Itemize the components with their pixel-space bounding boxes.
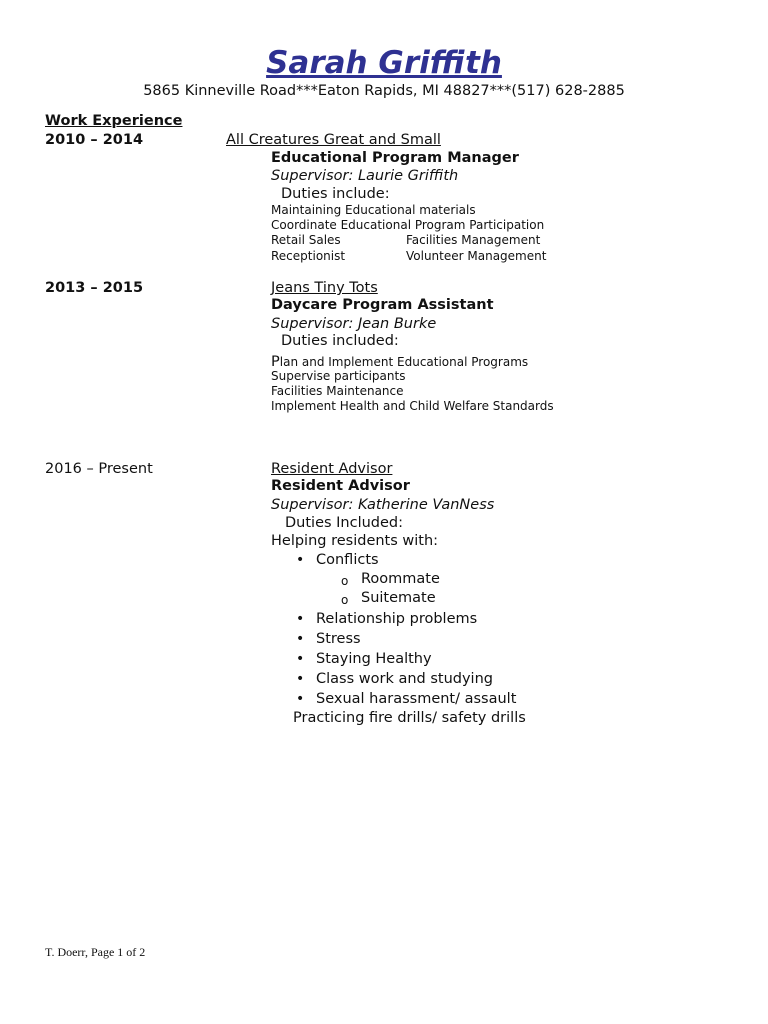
- duty-item: Supervise participants: [271, 369, 406, 383]
- duty-item: Receptionist: [271, 249, 346, 263]
- duties-label: Duties included:: [281, 333, 399, 349]
- bullet-icon: •: [296, 631, 305, 647]
- sub-bullet-item: Roommate: [361, 571, 440, 587]
- job-employer: Jeans Tiny Tots: [271, 280, 378, 296]
- bullet-item: Staying Healthy: [316, 651, 432, 667]
- duty-item: Facilities Management: [406, 233, 541, 247]
- job-supervisor: Supervisor: Katherine VanNess: [271, 497, 495, 513]
- sub-bullet-icon: o: [341, 593, 349, 607]
- bullet-icon: •: [296, 671, 305, 687]
- sub-bullet-icon: o: [341, 574, 349, 588]
- bullet-icon: •: [296, 691, 305, 707]
- page-footer: T. Doerr, Page 1 of 2: [45, 945, 146, 959]
- bullet-item: Conflicts: [316, 552, 379, 568]
- bullet-icon: •: [296, 552, 305, 568]
- resume-name: Sarah Griffith: [266, 45, 502, 81]
- sub-bullet-item: Suitemate: [361, 590, 436, 606]
- bullet-item: Relationship problems: [316, 611, 478, 627]
- duty-item: Implement Health and Child Welfare Standards: [271, 399, 554, 413]
- bullet-item: Stress: [316, 631, 361, 647]
- duty-item: Volunteer Management: [406, 249, 547, 263]
- job-supervisor: Supervisor: Jean Burke: [271, 316, 437, 332]
- job-supervisor: Supervisor: Laurie Griffith: [271, 168, 459, 184]
- duty-item: [271, 351, 528, 371]
- job-dates: 2010 – 2014: [45, 132, 144, 148]
- bullet-icon: •: [296, 651, 305, 667]
- job-employer: Resident Advisor: [271, 461, 393, 477]
- duty-initial-letter: P: [271, 354, 280, 370]
- helping-label: Helping residents with:: [271, 533, 439, 549]
- duty-item: Coordinate Educational Program Participation: [271, 218, 545, 232]
- duty-item-rest: lan and Implement Educational Programs: [279, 355, 529, 369]
- job-title: Daycare Program Assistant: [271, 297, 494, 313]
- job-title: Resident Advisor: [271, 478, 410, 494]
- closing-line: Practicing fire drills/ safety drills: [293, 710, 526, 726]
- contact-address: 5865 Kinneville Road***Eaton Rapids, MI 48827***(517) 628-2885: [143, 83, 625, 99]
- section-title-work-experience: Work Experience: [45, 113, 183, 129]
- job-title: Educational Program Manager: [271, 150, 519, 166]
- bullet-item: Class work and studying: [316, 671, 493, 687]
- duties-label: Duties Included:: [285, 515, 404, 531]
- duties-label: Duties include:: [281, 186, 390, 202]
- bullet-icon: •: [296, 611, 305, 627]
- bullet-item: Sexual harassment/ assault: [316, 691, 517, 707]
- job-dates: 2013 – 2015: [45, 280, 144, 296]
- duty-item: Facilities Maintenance: [271, 384, 404, 398]
- job-dates: 2016 – Present: [45, 461, 153, 477]
- duty-item: Retail Sales: [271, 233, 341, 247]
- job-employer: All Creatures Great and Small: [226, 132, 441, 148]
- duty-item: Maintaining Educational materials: [271, 203, 476, 217]
